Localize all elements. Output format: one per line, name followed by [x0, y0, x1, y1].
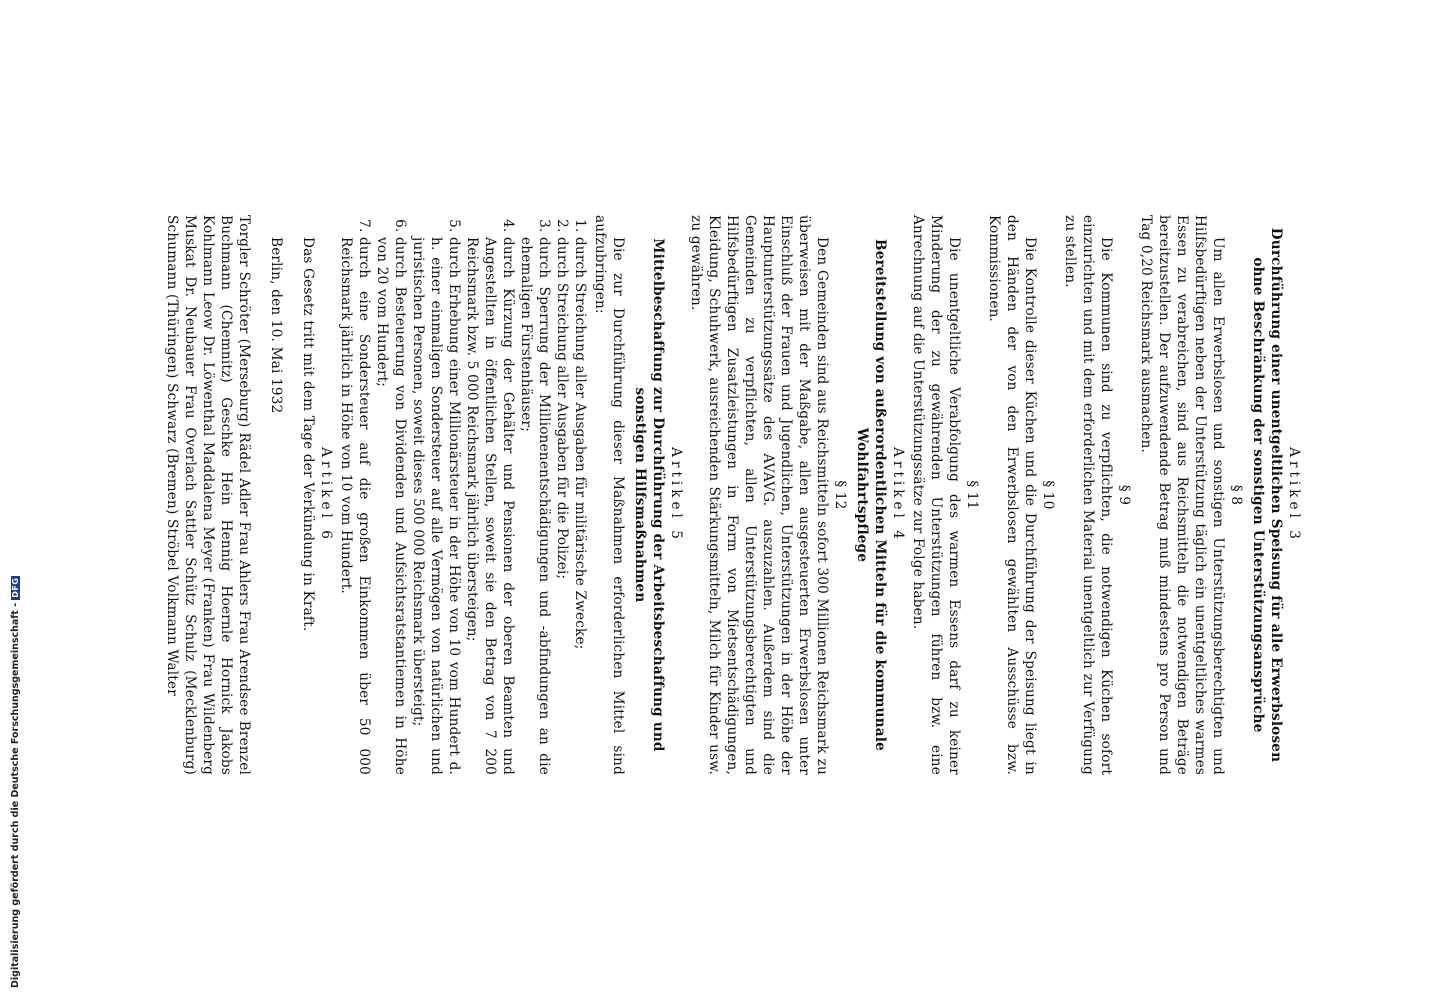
- article-5-heading: Artikel 5: [668, 447, 684, 543]
- article-4-title: Bereitstellung von außerordentlichen Mitteln für die kommunale Wohlfahrtspflege: [854, 239, 888, 751]
- digitization-credit: [10, 576, 21, 988]
- section-10-text: Die Kontrolle dieser Küchen und die Durchführung der Speisung liegt in den Händen der von den Erwerbslosen gewählten Ausschüsse bzw. Kommissionen.: [986, 215, 1038, 775]
- list-item: 1. durch Streichung aller Ausgaben für militärische Zwecke;: [571, 237, 589, 775]
- article-3-title: Durchführung einer unentgeltlichen Speisung für alle Erwerbslosen ohne Beschränkung der sonstigen Unterstützungsansprüche: [1250, 227, 1284, 763]
- article-3-heading: Artikel 3: [1286, 447, 1302, 543]
- section-8-label: § 8: [1228, 484, 1244, 506]
- article-4-heading: Artikel 4: [890, 447, 906, 543]
- section-9-label: § 9: [1116, 484, 1132, 506]
- funding-list: [337, 215, 589, 775]
- article-5-intro: Die zur Durchführung dieser Maßnahmen erforderlichen Mittel sind aufzubringen:: [592, 215, 626, 775]
- list-item: 4. durch Kürzung der Gehälter und Pensionen der oberen Beamten und Angestellten in öffentlichen Stellen, soweit sie den Betrag von 7 200 Reichsmark bzw. 5 000 Reichsmark jährlich übersteigen;: [463, 237, 517, 775]
- place-date: Berlin, den 10. Mai 1932: [268, 237, 284, 414]
- list-item: 6. durch Besteuerung von Dividenden und Aufsichtsratstantiemen in Höhe von 20 vom Hundert;: [373, 237, 409, 775]
- signatories: Torgler Schröter (Merseburg) Rädel Adler Frau Ahlers Frau Arendsee Brenzel Buchmann (Chemnitz) Geschke Hein Hennig Hoernle Hornick Jakobs Kohlmann Leow Dr. Löwenthal Maddalena Meyer (Franken) Frau Wildenberg Muskat Dr. Neubauer Frau Overlach Sattler Schütz Schulz (Mecklenburg) Schumann (Thüringen) Schwarz (Bremen) Ströbel Volkmann Walter: [164, 215, 252, 775]
- credit-text: Digitalisierung gefördert durch die Deutsche Forschungsgemeinschaft -: [10, 602, 21, 988]
- section-12-label: § 12: [832, 480, 848, 510]
- dfg-logo: DFG: [11, 577, 20, 598]
- section-11-label: § 11: [964, 480, 980, 510]
- article-6-text: Das Gesetz tritt mit dem Tage der Verkündung in Kraft.: [300, 237, 316, 632]
- article-6-heading: Artikel 6: [318, 447, 334, 543]
- list-item: 2. durch Streichung aller Ausgaben für die Polizei;: [553, 237, 571, 775]
- article-5-title: Mittelbeschaffung zur Durchführung der Arbeitsbeschaffung und sonstigen Hilfsmaßnahmen: [632, 238, 666, 752]
- list-item: 5. durch Erhebung einer Millionärsteuer in der Höhe von 10 vom Hundert d. h. einer einmaligen Sondersteuer auf alle Vermögen von natürlichen und juristischen Personen, soweit dieses 500 000 Reichsmark übersteigt;: [409, 237, 463, 775]
- list-item: 3. durch Sperrung der Millionenentschädigungen und -abfindungen an die ehemaligen Fürstenhäuser;: [517, 237, 553, 775]
- list-item: 7. durch eine Sondersteuer auf die großen Einkommen über 50 000 Reichsmark jährlich in Höhe von 10 vom Hundert.: [337, 237, 373, 775]
- section-12-text: Den Gemeinden sind aus Reichsmitteln sofort 300 Millionen Reichsmark zu überweisen mit der Maßgabe, allen ausgesteuerten Erwerbslosen unter Einschluß der Frauen und Jugendlichen, Unterstützungen in der Höhe der Hauptunterstützungssätze des AVAVG. auszuzahlen. Außerdem sind die Gemeinden zu verpflichten, allen Unterstützungsberechtigten und Hilfsbedürftigen Zusatzleistungen in Form von Mietsentschädigungen, Kleidung, Schuhwerk, ausreichenden Stärkungsmitteln, Milch für Kinder usw. zu gewähren.: [688, 215, 830, 775]
- section-11-text: Die unentgeltliche Verabfolgung des warmen Essens darf zu keiner Minderung der zu gewährenden Unterstützungen führen bzw. eine Anrechnung auf die Unterstützungssätze zur Folge haben.: [910, 215, 962, 775]
- section-10-label: § 10: [1040, 480, 1056, 510]
- document-page: [161, 215, 1305, 775]
- section-8-text: Um allen Erwerbslosen und sonstigen Unterstützungsberechtigten und Hilfsbedürftigen neben der Unterstützung täglich ein unentgeltliches warmes Essen zu verabreichen, sind aus Reichsmitteln die notwendigen Beträge bereitzustellen. Der aufzuwendende Betrag muß mindestens pro Person und Tag 0,20 Reichsmark ausmachen.: [1138, 215, 1226, 775]
- section-9-text: Die Kommunen sind zu verpflichten, die notwendigen Küchen sofort einzurichten und mit dem erforderlichen Material unentgeltlich zur Verfügung zu stellen.: [1062, 215, 1114, 775]
